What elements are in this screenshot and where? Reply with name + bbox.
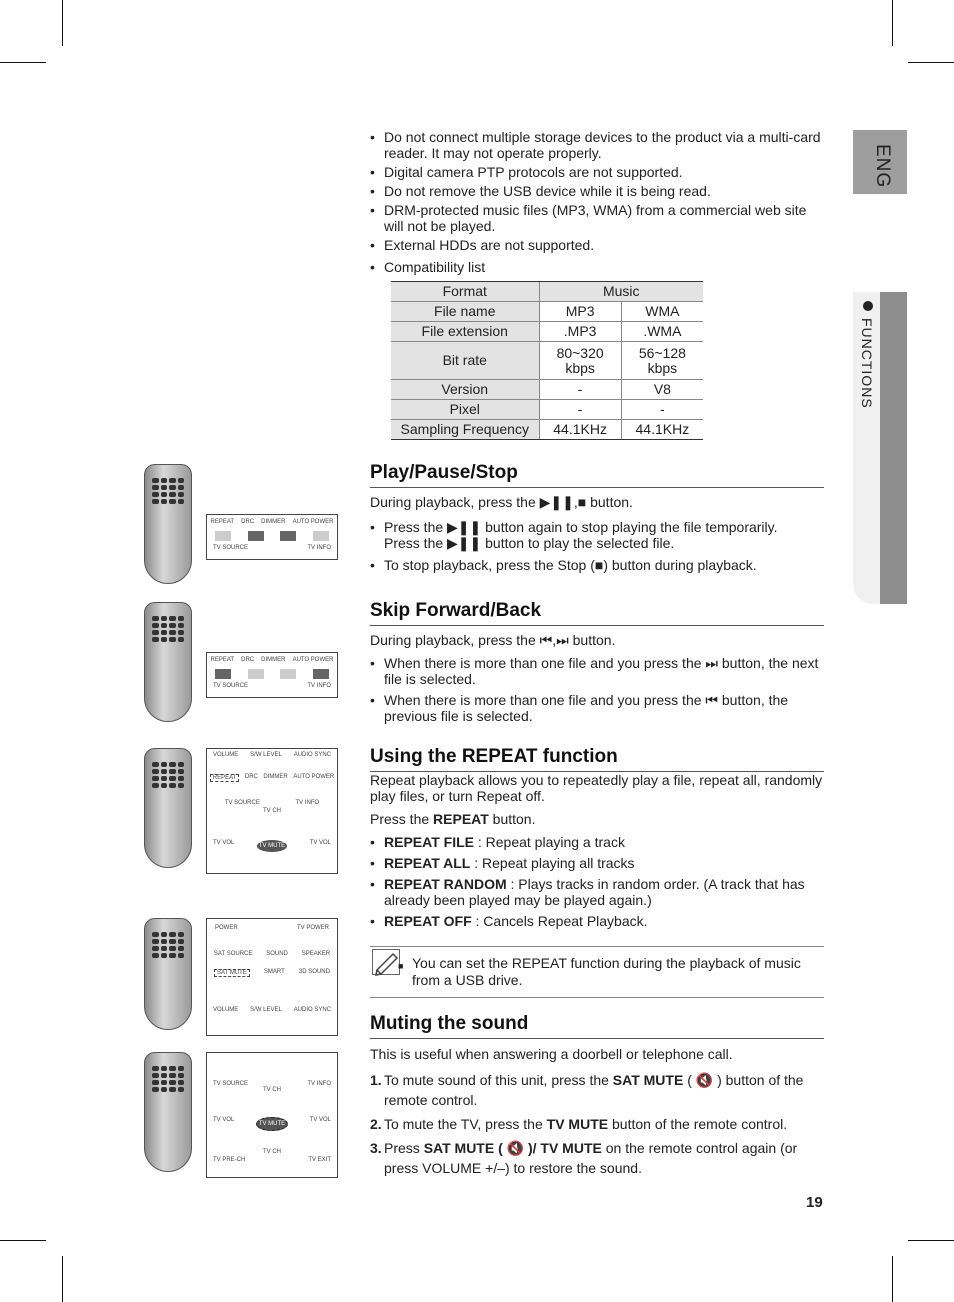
- section-title: Using the REPEAT function: [370, 746, 618, 767]
- remote-label: TV VOL: [309, 840, 331, 846]
- remote-label: DIMMER: [261, 657, 286, 663]
- text: To mute the TV, press the: [384, 1116, 547, 1132]
- table-cell: File extension: [391, 322, 539, 342]
- table-header-cell: Music: [539, 282, 703, 302]
- list-item: [370, 1070, 824, 1110]
- section-title: Play/Pause/Stop: [370, 462, 518, 483]
- language-tab: [853, 130, 907, 194]
- list-item: [370, 1138, 824, 1178]
- table-cell: -: [539, 380, 621, 400]
- table-row: [391, 302, 703, 322]
- remote-label: AUTO POWER: [293, 774, 335, 780]
- key-label: REPEAT OFF: [384, 913, 472, 929]
- list-item: • Compatibility list: [370, 259, 824, 275]
- table-row: [391, 420, 703, 440]
- remote-label: DIMMER: [261, 519, 286, 525]
- play-bullets: [370, 519, 824, 576]
- table-cell: .MP3: [539, 322, 621, 342]
- table-row: [391, 400, 703, 420]
- text: : Repeat playing a track: [473, 834, 625, 850]
- list-item: • DRM-protected music files (MP3, WMA) from a commercial web site will not be played.: [370, 202, 824, 234]
- table-row: [391, 342, 703, 380]
- remote-label: TV SOURCE: [213, 545, 249, 551]
- table-cell: MP3: [539, 302, 621, 322]
- section-divider: [370, 1038, 824, 1039]
- remote-label: S/W LEVEL: [250, 1007, 282, 1013]
- text: Press: [384, 1140, 424, 1156]
- remote-label: TV VOL: [309, 1117, 331, 1123]
- key-label: REPEAT FILE: [384, 834, 474, 850]
- section-title: Skip Forward/Back: [370, 600, 542, 621]
- remote-keypad: [152, 932, 184, 958]
- list-item: [370, 855, 824, 871]
- mute-steps: [370, 1070, 824, 1182]
- list-item: [370, 1114, 824, 1134]
- note-pencil-icon: [372, 949, 400, 975]
- table-cell: 80~320 kbps: [539, 342, 621, 380]
- page-number: 19: [806, 1194, 823, 1211]
- remote-label: TV SOURCE: [213, 1081, 249, 1087]
- note-text: ■ You can set the REPEAT function during the playback of music from a USB drive.: [398, 955, 801, 988]
- crop-mark: [908, 62, 954, 63]
- remote-label: SAT MUTE: [214, 969, 250, 977]
- remote-label: TV MUTE: [257, 840, 287, 852]
- key-label: REPEAT RANDOM: [384, 876, 507, 892]
- text: : Repeat playing all tracks: [470, 855, 635, 871]
- text: Press the: [370, 811, 434, 827]
- remote-label: AUTO POWER: [292, 657, 334, 663]
- text: : Cancels Repeat Playback.: [471, 913, 648, 929]
- step-number: 1.: [370, 1072, 382, 1088]
- remote-label: SAT SOURCE: [213, 951, 253, 957]
- remote-zoom-panel: [206, 918, 338, 1036]
- remote-label: DRC: [241, 657, 255, 663]
- remote-illustration-skip: [144, 602, 338, 722]
- note-box: [370, 946, 824, 998]
- remote-label: REPEAT: [210, 774, 240, 782]
- section-divider: [370, 487, 824, 488]
- text: To mute sound of this unit, press the: [384, 1072, 613, 1088]
- remote-illustration-repeat: [144, 748, 338, 874]
- table-cell: Version: [391, 380, 539, 400]
- remote-illustration-mute-1: [144, 918, 338, 1036]
- remote-label: DRC: [241, 519, 255, 525]
- crop-mark: [892, 1256, 893, 1302]
- remote-illustration-mute-2: [144, 1052, 338, 1178]
- remote-label: TV CH: [263, 1087, 281, 1093]
- remote-label: SOUND: [266, 951, 288, 957]
- table-cell: 44.1KHz: [621, 420, 703, 440]
- remote-label: REPEAT: [210, 519, 235, 525]
- text: ( 🔇 ) button of the remote control.: [384, 1072, 804, 1108]
- remote-label: TV INFO: [295, 800, 320, 806]
- table-header-cell: Format: [391, 282, 539, 302]
- remote-illustration-play: [144, 464, 338, 584]
- remote-label: SMART: [263, 969, 285, 975]
- compatibility-table: [391, 281, 703, 440]
- list-item: [370, 876, 824, 908]
- remote-zoom-panel: [206, 1052, 338, 1178]
- remote-keypad: [152, 762, 184, 788]
- key-label: TV MUTE: [546, 1116, 609, 1132]
- remote-label: TV EXIT: [308, 1157, 331, 1163]
- table-cell: File name: [391, 302, 539, 322]
- section-title: Muting the sound: [370, 1013, 529, 1034]
- key-label: REPEAT ALL: [384, 855, 471, 871]
- list-item: [370, 834, 824, 850]
- remote-label: TV CH: [263, 1149, 281, 1155]
- table-cell: .WMA: [621, 322, 703, 342]
- table-header-row: [391, 282, 703, 302]
- remote-label: DRC: [244, 774, 258, 780]
- text: button.: [488, 811, 536, 827]
- section-intro: Repeat playback allows you to repeatedly play a file, repeat all, randomly play files, or turn Repeat off.: [370, 772, 823, 804]
- remote-label: TV VOL: [213, 840, 235, 846]
- language-label: ENG: [872, 144, 893, 189]
- section-divider: [370, 625, 824, 626]
- remote-label: VOLUME: [212, 752, 239, 758]
- table-row: [391, 380, 703, 400]
- list-item: • Do not connect multiple storage devices to the product via a multi-card reader. It may not operate properly.: [370, 129, 824, 161]
- text: button of the remote control.: [608, 1116, 788, 1132]
- remote-label: TV INFO: [307, 1081, 331, 1087]
- crop-mark: [892, 0, 893, 46]
- remote-label: REPEAT: [210, 657, 235, 663]
- crop-mark: [62, 1256, 63, 1302]
- remote-label: AUDIO SYNC: [293, 1007, 332, 1013]
- step-number: 3.: [370, 1140, 382, 1156]
- table-cell: -: [539, 400, 621, 420]
- remote-label: TV SOURCE: [224, 800, 260, 806]
- table-cell: -: [621, 400, 703, 420]
- remote-label: TV MUTE: [256, 1117, 288, 1131]
- list-item: • To stop playback, press the Stop (■) button during playback.: [370, 557, 824, 573]
- table-cell: WMA: [621, 302, 703, 322]
- remote-label: 3D SOUND: [298, 969, 330, 975]
- remote-label: TV INFO: [307, 683, 331, 689]
- remote-label: AUTO POWER: [292, 519, 334, 525]
- remote-label: TV INFO: [307, 545, 331, 551]
- key-label: SAT MUTE ( 🔇 )/ TV MUTE: [423, 1140, 602, 1156]
- remote-label: TV CH: [263, 808, 281, 814]
- remote-keypad: [152, 616, 184, 642]
- list-item: • When there is more than one file and you press the ⏮ button, the previous file is selected.: [370, 692, 824, 724]
- remote-label: TV PRE-CH: [213, 1157, 246, 1163]
- remote-label: SPEAKER: [301, 951, 331, 957]
- section-tab: [880, 292, 907, 604]
- list-item: • Digital camera PTP protocols are not supported.: [370, 164, 824, 180]
- table-cell: V8: [621, 380, 703, 400]
- remote-zoom-panel: [206, 748, 338, 874]
- key-label: SAT MUTE: [612, 1072, 684, 1088]
- remote-label: AUDIO SYNC: [293, 752, 332, 758]
- table-cell: Sampling Frequency: [391, 420, 539, 440]
- crop-mark: [0, 62, 46, 63]
- table-cell: 56~128 kbps: [621, 342, 703, 380]
- list-item: • Do not remove the USB device while it is being read.: [370, 183, 824, 199]
- repeat-options: [370, 834, 824, 932]
- crop-mark: [62, 0, 63, 46]
- bullet-text: Press the ▶❚❚ button to play the selected file.: [384, 535, 675, 551]
- table-cell: 44.1KHz: [539, 420, 621, 440]
- intro-bullets: [370, 129, 824, 278]
- skip-bullets: [370, 655, 824, 727]
- remote-zoom-panel: [206, 514, 338, 560]
- list-item: • When there is more than one file and you press the ⏭ button, the next file is selected.: [370, 655, 824, 687]
- remote-keypad: [152, 478, 184, 504]
- bullet-dot-icon: [863, 301, 873, 311]
- remote-label: POWER: [215, 925, 238, 931]
- list-item: [370, 519, 824, 551]
- section-intro: During playback, press the ⏮,⏭ button.: [370, 632, 616, 648]
- step-number: 2.: [370, 1116, 382, 1132]
- list-item: [370, 913, 824, 929]
- remote-label: TV VOL: [213, 1117, 235, 1123]
- remote-label: DIMMER: [263, 774, 288, 780]
- text: on the remote control again (or press VOLUME +/–) to restore the sound.: [384, 1140, 798, 1176]
- remote-label: VOLUME: [212, 1007, 239, 1013]
- crop-mark: [908, 1240, 954, 1241]
- remote-zoom-panel: [206, 652, 338, 698]
- note-body: You can set the REPEAT function during the playback of music from a USB drive.: [412, 955, 801, 988]
- remote-keypad: [152, 1066, 184, 1092]
- crop-mark: [0, 1240, 46, 1241]
- press-repeat-line: [370, 811, 824, 827]
- table-cell: Bit rate: [391, 342, 539, 380]
- remote-label: TV SOURCE: [213, 683, 249, 689]
- table-row: [391, 322, 703, 342]
- section-intro: This is useful when answering a doorbell or telephone call.: [370, 1046, 733, 1062]
- section-intro: During playback, press the ▶❚❚,■ button.: [370, 494, 633, 510]
- section-label: FUNCTIONS: [859, 318, 875, 409]
- table-cell: Pixel: [391, 400, 539, 420]
- list-item: • External HDDs are not supported.: [370, 237, 824, 253]
- text: : Plays tracks in random order. (A track that has already been played may be played again.): [384, 876, 805, 908]
- remote-label: TV POWER: [296, 925, 329, 931]
- key-label: REPEAT: [433, 811, 489, 827]
- bullet-text: Press the ▶❚❚ button again to stop playing the file temporarily.: [384, 519, 778, 535]
- remote-label: S/W LEVEL: [250, 752, 282, 758]
